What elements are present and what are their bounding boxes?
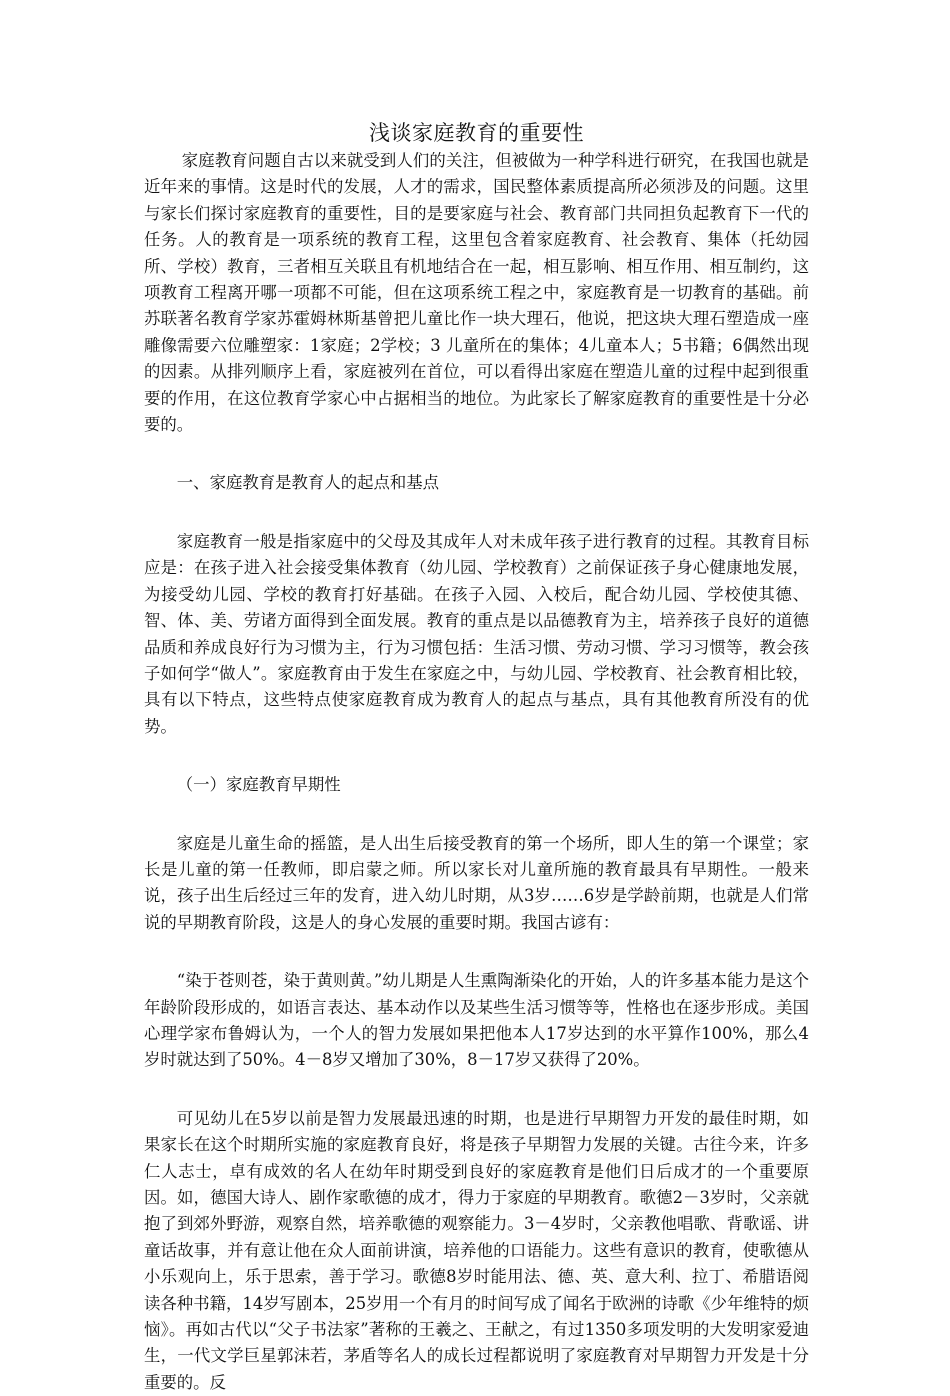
section-1-paragraph: 家庭教育一般是指家庭中的父母及其成年人对未成年孩子进行教育的过程。其教育目标应是：在孩子进入社会接受集体教育（幼儿园、学校教育）之前保证孩子身心健康地发展，为接受幼儿园、学校的教育打好基础。在孩子入园、入校后，配合幼儿园、学校使其德、智、体、美、劳诸方面得到全面发展。教育的重点是以品德教育为主，培养孩子良好的道德品质和养成良好行为习惯为主，行为习惯包括：生活习惯、劳动习惯、学习习惯等，教会孩子如何学“做人”。家庭教育由于发生在家庭之中，与幼儿园、学校教育、社会教育相比较，具有以下特点，这些特点使家庭教育成为教育人的起点与基点，具有其他教育所没有的优势。 — [144, 531, 809, 736]
subsection-1-paragraph-1: 家庭是儿童生命的摇篮，是人出生后接受教育的第一个场所，即人生的第一个课堂；家长是儿童的第一任教师，即启蒙之师。所以家长对儿童所施的教育最具有早期性。一般来说，孩子出生后经过三年的发育，进入幼儿时期，从3岁……6岁是学龄前期，也就是人们常说的早期教育阶段，这是人的身心发展的重要时期。我国古谚有： — [144, 833, 809, 932]
intro-paragraph: 家庭教育问题自古以来就受到人们的关注，但被做为一种学科进行研究，在我国也就是近年来的事情。这是时代的发展，人才的需求，国民整体素质提高所必须涉及的问题。这里与家长们探讨家庭教育的重要性，目的是要家庭与社会、教育部门共同担负起教育下一代的任务。人的教育是一项系统的教育工程，这里包含着家庭教育、社会教育、集体（托幼园所、学校）教育，三者相互关联且有机地结合在一起，相互影响、相互作用、相互制约，这项教育工程离开哪一项都不可能，但在这项系统工程之中，家庭教育是一切教育的基础。前苏联著名教育学家苏霍姆林斯基曾把儿童比作一块大理石，他说，把这块大理石塑造成一座雕像需要六位雕塑家：1家庭；2学校；3 儿童所在的集体；4儿童本人；5书籍；6偶然出现的因素。从排列顺序上看，家庭被列在首位，可以看得出家庭在塑造儿童的过程中起到很重要的作用，在这位教育学家心中占据相当的地位。为此家长了解家庭教育的重要性是十分必要的。 — [144, 151, 809, 435]
document-title: 浅谈家庭教育的重要性 — [369, 121, 584, 145]
spacer — [144, 438, 809, 470]
spacer — [144, 936, 809, 968]
subsection-heading-1: （一）家庭教育早期性 — [176, 775, 341, 795]
subsection-1-paragraph-2: “染于苍则苍，染于黄则黄。”幼儿期是人生熏陶渐染化的开始，人的许多基本能力是这个年龄阶段形成的，如语言表达、基本动作以及某些生活习惯等等，性格也在逐步形成。美国心理学家布鲁姆认为，一个人的智力发展如果把他本人17岁达到的水平算作100%，那么4岁时就达到了50%。4－8岁又增加了30%，8－17岁又获得了20%。 — [144, 971, 809, 1070]
spacer — [144, 1074, 809, 1106]
spacer — [144, 497, 809, 529]
subsection-1-paragraph-3: 可见幼儿在5岁以前是智力发展最迅速的时期，也是进行早期智力开发的最佳时期，如果家长在这个时期所实施的家庭教育良好，将是孩子早期智力发展的关键。古往今来，许多仁人志士，卓有成效的名人在幼年时期受到良好的家庭教育是他们日后成才的一个重要原因。如，德国大诗人、剧作家歌德的成才，得力于家庭的早期教育。歌德2－3岁时，父亲就抱了到郊外野游，观察自然，培养歌德的观察能力。3－4岁时，父亲教他唱歌、背歌谣、讲童话故事，并有意让他在众人面前讲演，培养他的口语能力。这些有意识的教育，使歌德从小乐观向上，乐于思索，善于学习。歌德8岁时能用法、德、英、意大利、拉丁、希腊语阅读各种书籍，14岁写剧本，25岁用一个有月的时间写成了闻名于欧洲的诗歌《少年维特的烦恼》。再如古代以“父子书法家”著称的王羲之、王献之，有过1350多项发明的大发明家爱迪生，一代文学巨星郭沫若，茅盾等名人的成长过程都说明了家庭教育对早期智力开发是十分重要的。反 — [144, 1108, 809, 1392]
spacer — [144, 740, 809, 772]
section-heading-1: 一、家庭教育是教育人的起点和基点 — [176, 473, 440, 493]
spacer — [144, 799, 809, 831]
document-page — [144, 118, 809, 1396]
